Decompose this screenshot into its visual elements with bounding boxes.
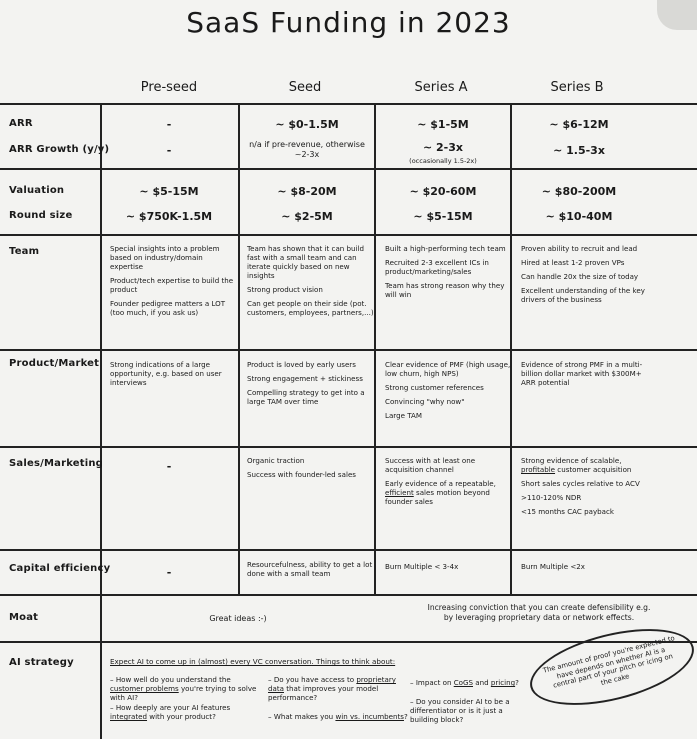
team-series-a-item: Team has strong reason why they will win [385,281,505,299]
team-seed-item: Can get people on their side (pot. customers, employees, partners,...) [247,299,374,317]
text-underlined: win vs. incumbents [335,712,404,721]
sales-series-b-item: >110-120% NDR [521,493,582,502]
col-header-series-b: Series B [550,80,604,95]
team-series-b-item: Excellent understanding of the key drivers of the business [521,286,645,304]
row-label-product-market: Product/Market [9,358,100,369]
text-underlined: pricing [490,678,516,687]
pm-series-b-item: Evidence of strong PMF in a multi-billion dollar market with $300M+ ARR potential [521,360,643,387]
valuation-series-a: ~ $20-60M [409,185,477,198]
capeff-preseed: - [166,566,172,579]
pm-series-a [385,360,513,425]
round-seed: ~ $2-5M [281,210,333,223]
text-segment: How deeply are your AI features [115,703,231,712]
team-seed-item: Team has shown that it can build fast with a small team and can iterate quickly based on new insights [247,244,364,280]
moat-left: Great ideas :-) [209,614,267,623]
text-segment: customer acquisition [555,465,632,474]
team-series-b-item: Proven ability to recruit and lead [521,244,638,253]
arr-preseed: - [166,118,172,131]
row-label-capital-efficiency: Capital efficiency [9,563,111,574]
row-label-valuation: Valuation [9,185,65,196]
pm-preseed [110,360,238,392]
col-header-series-a: Series A [414,80,468,95]
pm-series-a-item: Clear evidence of PMF (high usage, low churn, high NPS) [385,360,511,378]
row-label-moat: Moat [9,612,39,623]
sales-series-b-item: <15 months CAC payback [521,507,614,516]
text-segment: and [473,678,491,687]
pm-series-a-item: Strong customer references [385,383,484,392]
pm-series-b [521,360,649,392]
ai-question: – Impact on CoGS and pricing? [410,678,519,687]
row-divider [0,446,697,448]
team-series-a-item: Built a high-performing tech team [385,244,506,253]
valuation-series-b: ~ $80-200M [541,185,617,198]
sales-seed-item: Organic traction [247,456,305,465]
page-title: SaaS Funding in 2023 [186,6,511,39]
text-segment: ? [515,678,519,687]
round-series-b: ~ $10-40M [545,210,613,223]
ai-note-oval [523,615,697,720]
capeff-series-a: Burn Multiple < 3-4x [385,562,459,571]
sales-seed [247,456,375,484]
sales-series-b-item [521,456,649,474]
col-header-preseed: Pre-seed [140,80,198,95]
sales-preseed: - [166,460,172,473]
ai-note-text: The amount of proof you're expected to have depends on whether AI is a central part of your pitch or icing on the cake [542,634,676,690]
pm-seed-item: Product is loved by early users [247,360,356,369]
sales-series-a-item [385,479,513,506]
team-preseed-item: Special insights into a problem based on industry/domain expertise [110,244,220,271]
team-series-b [521,244,653,309]
arr-series-b: ~ $6-12M [549,118,609,131]
sales-series-a [385,456,513,511]
ai-question: – How well do you understand the customer problems you're trying to solve with AI? [110,675,257,702]
growth-note-series-a: (occasionally 1.5-2x) [409,157,477,165]
round-series-a: ~ $5-15M [413,210,473,223]
capeff-series-b: Burn Multiple <2x [521,562,585,571]
sales-seed-item: Success with founder-led sales [247,470,357,479]
row-label-round-size: Round size [9,210,73,221]
row-divider [0,594,697,596]
sales-series-b-item: Short sales cycles relative to ACV [521,479,640,488]
text-underlined: integrated [110,712,148,721]
row-label-sales-marketing: Sales/Marketing [9,458,104,469]
arr-series-a: ~ $1-5M [417,118,469,131]
text-segment: that improves your model performance? [268,684,379,702]
capeff-seed: Resourcefulness, ability to get a lot done with a small team [247,560,373,578]
text-segment: Early evidence of a repeatable, [385,479,496,488]
text-segment: Impact on [415,678,454,687]
valuation-preseed: ~ $5-15M [139,185,199,198]
team-series-a [385,244,513,304]
row-label-arr-growth: ARR Growth (y/y) [9,144,110,155]
row-label-arr: ARR [9,118,33,129]
row-divider [0,549,697,551]
team-series-a-item: Recruited 2-3 excellent ICs in product/marketing/sales [385,258,489,276]
pm-series-a-item: Convincing "why now" [385,397,465,406]
team-seed-item: Strong product vision [247,285,323,294]
pm-series-a-item: Large TAM [385,411,422,420]
col-divider [374,103,376,594]
growth-series-a: ~ 2-3x [422,141,463,154]
col-divider [510,103,512,594]
team-series-b-item: Can handle 20x the size of today [521,272,639,281]
ai-question: – What makes you win vs. incumbents? [268,712,408,721]
row-divider [0,234,697,236]
ai-question: – Do you have access to proprietary data that improves your model performance? [268,675,396,702]
row-divider [0,168,697,170]
text-segment: sales motion beyond founder sales [385,488,490,506]
moat-right: Increasing conviction that you can create defensibility e.g. by leveraging proprietary data or network effects. [427,603,651,622]
growth-seed: n/a if pre-revenue, otherwise ~2-3x [249,140,365,159]
ai-question: – How deeply are your AI features integrated with your product? [110,703,231,721]
header-divider [0,103,697,105]
col-divider [100,103,102,739]
text-underlined: CoGS [453,678,473,687]
team-preseed-item: Product/tech expertise to build the product [110,276,234,294]
row-divider [0,349,697,351]
ai-intro: Expect AI to come up in (almost) every VC conversation. Things to think about: [110,657,396,666]
text-segment: you're trying to solve with AI? [110,684,257,702]
sales-series-a-item: Success with at least one acquisition channel [385,456,476,474]
team-preseed [110,244,238,322]
team-series-b-item: Hired at least 1-2 proven VPs [521,258,625,267]
text-segment: What makes you [273,712,336,721]
text-underlined: proprietary data [268,675,396,693]
team-preseed-item: Founder pedigree matters a LOT (too much, if you ask us) [110,299,226,317]
sales-series-b [521,456,649,521]
text-underlined: customer problems [110,684,179,693]
row-label-team: Team [9,246,40,257]
ai-question: – Do you consider AI to be a differentiator or is it just a building block? [410,697,510,724]
team-seed [247,244,375,322]
text-underlined: efficient [385,488,414,497]
text-segment: with your product? [147,712,216,721]
text-segment: How well do you understand the [115,675,231,684]
text-segment: Do you consider AI to be a differentiator or is it just a building block? [410,697,510,724]
pm-seed-item: Strong engagement + stickiness [247,374,363,383]
text-segment: Do you have access to [273,675,357,684]
growth-series-b: ~ 1.5-3x [553,144,605,157]
text-underlined: profitable [521,465,556,474]
text-segment: Strong evidence of scalable, [521,456,622,465]
text-segment: ? [403,712,408,721]
round-preseed: ~ $750K-1.5M [125,210,213,223]
growth-preseed: - [166,144,172,157]
pm-seed-item: Compelling strategy to get into a large TAM over time [247,388,365,406]
pm-preseed-item: Strong indications of a large opportunity, e.g. based on user interviews [110,360,222,387]
row-label-ai-strategy: AI strategy [9,657,74,668]
col-header-seed: Seed [288,80,322,95]
col-divider [238,103,240,594]
pm-seed [247,360,375,411]
arr-seed: ~ $0-1.5M [275,118,339,131]
valuation-seed: ~ $8-20M [277,185,337,198]
